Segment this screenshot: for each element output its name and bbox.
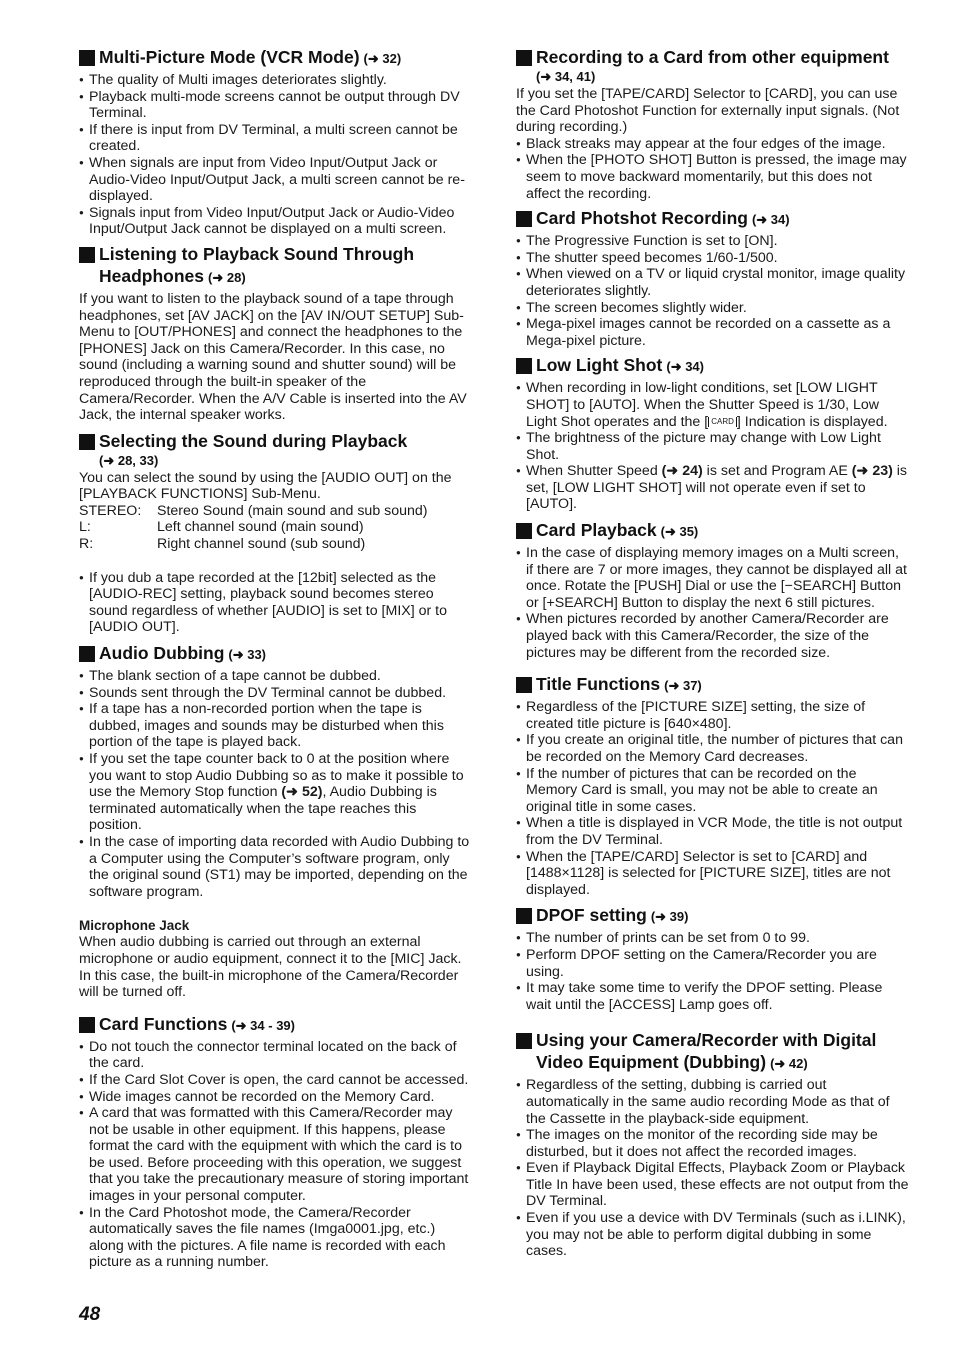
left-column [79, 46, 472, 1271]
page-reference: (➜ 34) [751, 212, 790, 228]
list-item: ● In the case of displaying memory images on a Multi screen, if there are 7 or more images, they cannot be displayed all at once. Rotate the [PUSH] Dial or use the [−SEARCH] Button or [+SEARCH] Button to display the next 6 still pictures. [516, 545, 909, 611]
page-reference: (➜ 28) [208, 269, 246, 285]
list-item: ● The quality of Multi images deteriorates slightly. [79, 72, 472, 89]
list-item: ● The screen becomes slightly wider. [516, 300, 909, 317]
list-item: ● Do not touch the connector terminal located on the back of the card. [79, 1039, 472, 1072]
page-reference: (➜ 35) [660, 524, 699, 540]
bullet-list [516, 233, 909, 349]
page-reference: (➜ 34) [666, 359, 704, 375]
bullet-list [516, 136, 909, 202]
section-dpof-setting [516, 904, 909, 1013]
list-item: ● When signals are input from Video Input/Output Jack or Audio-Video Input/Output Jack, a multi screen cannot be re-displayed. [79, 155, 472, 205]
paragraph: If you set the [TAPE/CARD] Selector to [CARD], you can use the Card Photoshot Function for externally input signals. (Not during recording.) [516, 86, 900, 136]
section-selecting-sound [79, 430, 472, 636]
list-item: ● When the [TAPE/CARD] Selector is set to [CARD] and [1488×1128] is selected for [PICTURE SIZE], titles are not displayed. [516, 849, 909, 899]
section-heading: Title Functions (➜ 37) [516, 673, 909, 697]
page-reference: (➜ 42) [770, 1056, 808, 1072]
list-item: ● Even if you use a device with DV Terminals (such as i.LINK), you may not be able to perform digital dubbing in some cases. [516, 1210, 909, 1260]
bullet-list [516, 699, 909, 898]
list-item: ● It may take some time to verify the DPOF setting. Please wait until the [ACCESS] Lamp goes off. [516, 980, 909, 1013]
list-item: ● The Progressive Function is set to [ON]. [516, 233, 909, 250]
page-reference: (➜ 32) [363, 51, 402, 66]
list-item: ● Even if Playback Digital Effects, Playback Zoom or Playback Title In have been used, these effects are not output from the DV Terminal. [516, 1160, 909, 1210]
list-item: ● The number of prints can be set from 0 to 99. [516, 930, 909, 947]
page-reference: (➜ 34, 41) [536, 69, 596, 84]
list-item: ● Mega-pixel images cannot be recorded on a cassette as a Mega-pixel picture. [516, 316, 909, 349]
bullet-list [79, 668, 472, 900]
section-digital-dubbing [516, 1029, 909, 1260]
heading-square-icon [79, 434, 95, 450]
sound-option-row: STEREO: Stereo Sound (main sound and sub sound) [79, 502, 428, 519]
section-heading: Using your Camera/Recorder with Digital Video Equipment (Dubbing) (➜ 42) [516, 1029, 909, 1075]
heading-square-icon [79, 1017, 95, 1033]
section-headphones [79, 243, 472, 424]
list-item: ● A card that was formatted with this Camera/Recorder may not be usable in other equipment. If this happens, please format the card with the equipment with which the card is to be used. Before proceeding with this operation, we suggest that you take the precautionary measure of storing important images in your personal computer. [79, 1105, 472, 1205]
section-heading: Recording to a Card from other equipment (➜ 34, 41) [516, 46, 909, 86]
section-title-functions [516, 673, 909, 898]
bullet-list [79, 570, 472, 636]
bullet-list [79, 1039, 472, 1271]
bullet-list [516, 545, 909, 661]
list-item: ● The blank section of a tape cannot be dubbed. [79, 668, 472, 685]
list-item: ● The brightness of the picture may change with Low Light Shot. [516, 430, 909, 463]
list-item: ● Signals input from Video Input/Output Jack or Audio-Video Input/Output Jack cannot be displayed on a multi screen. [79, 205, 472, 238]
sound-option-row: L: Left channel sound (main sound) [79, 519, 364, 536]
list-item: ● If a tape has a non-recorded portion when the tape is dubbed, images and sounds may be disturbed when this portion of the tape is played back. [79, 701, 472, 751]
list-item: ● In the Card Photoshot mode, the Camera/Recorder automatically saves the file names (Imga0001.jpg, etc.) along with the pictures. A file name is recorded with each picture as a running number. [79, 1205, 472, 1271]
section-low-light-shot [516, 354, 909, 513]
section-heading: DPOF setting (➜ 39) [516, 904, 909, 928]
list-item: ● If you create an original title, the number of pictures that can be recorded on the Memory Card decreases. [516, 732, 909, 765]
list-item: ● Black streaks may appear at the four edges of the image. [516, 136, 909, 153]
heading-square-icon [516, 908, 532, 924]
paragraph: You can select the sound by using the [AUDIO OUT] on the [PLAYBACK FUNCTIONS] Sub-Menu. [79, 469, 452, 503]
section-card-photshot-recording [516, 207, 909, 349]
section-heading: Card Photshot Recording (➜ 34) [516, 207, 909, 231]
page-reference: (➜ 39) [650, 909, 689, 925]
section-heading: Card Functions (➜ 34 - 39) [79, 1013, 472, 1037]
list-item: ● When pictures recorded by another Camera/Recorder are played back with this Camera/Recorder, the size of the pictures may be different from the recorded size. [516, 611, 909, 661]
list-item: ● When viewed on a TV or liquid crystal monitor, image quality deteriorates slightly. [516, 266, 909, 299]
section-audio-dubbing [79, 642, 472, 1001]
paragraph: If you want to listen to the playback sound of a tape through headphones, set [AV JACK] on the [AV IN/OUT SETUP] Sub-Menu to [OUT/PHONES] and connect the headphones to the [PHONES] Jack on this Camera/Recorder. In this case, no sound (including a warning sound and shutter sound) will be reproduced through the built-in speaker of the Camera/Recorder. When the A/V Cable is inserted into the AV Jack, the internal speaker works. [79, 290, 467, 424]
list-item: ● The images on the monitor of the recording side may be disturbed, but it does not affect the recorded images. [516, 1127, 909, 1160]
list-item: ● If you set the tape counter back to 0 at the position where you want to stop Audio Dubbing so as to make it possible to use the Memory Stop function (➜ 52), Audio Dubbing is terminated automatically when the tape reaches this position. [79, 751, 472, 834]
list-item: ● Perform DPOF setting on the Camera/Recorder you are using. [516, 947, 909, 980]
section-heading: Selecting the Sound during Playback (➜ 28, 33) [79, 430, 472, 470]
page-reference: (➜ 37) [664, 678, 702, 694]
list-item: ● Regardless of the [PICTURE SIZE] setting, the size of created title picture is [640×480]. [516, 699, 909, 732]
heading-square-icon [516, 50, 532, 66]
list-item: ● Regardless of the setting, dubbing is carried out automatically in the same audio recording Mode as that of the Cassette in the playback-side equipment. [516, 1077, 909, 1127]
page-reference: (➜ 33) [228, 647, 267, 663]
list-item: ● When a title is displayed in VCR Mode, the title is not output from the DV Terminal. [516, 815, 909, 848]
section-heading: Multi-Picture Mode (VCR Mode) (➜ 32) [79, 46, 472, 70]
bullet-list [516, 1077, 909, 1260]
section-recording-to-card [516, 46, 909, 202]
heading-square-icon [79, 50, 95, 66]
heading-square-icon [516, 358, 532, 374]
subsection-title: Microphone Jack [79, 918, 190, 934]
list-item: ● Sounds sent through the DV Terminal cannot be dubbed. [79, 685, 472, 702]
sound-option-row: R: Right channel sound (sub sound) [79, 536, 366, 553]
heading-square-icon [79, 247, 95, 263]
section-heading: Audio Dubbing (➜ 33) [79, 642, 472, 666]
list-item: ● When Shutter Speed (➜ 24) is set and Program AE (➜ 23) is set, [LOW LIGHT SHOT] will not operate even if set to [AUTO]. [516, 463, 909, 513]
list-item: ● If you dub a tape recorded at the [12bit] selected as the [AUDIO-REC] setting, playback sound becomes stereo sound regardless of whether [AUDIO] is set to [MIX] or to [AUDIO OUT]. [79, 570, 472, 636]
list-item: ● Wide images cannot be recorded on the Memory Card. [79, 1089, 472, 1106]
heading-square-icon [516, 211, 532, 227]
page-number: 48 [79, 1304, 101, 1325]
bullet-list [516, 380, 909, 513]
section-card-playback [516, 519, 909, 661]
section-heading: Listening to Playback Sound Through Headphones (➜ 28) [79, 243, 472, 289]
list-item: ● If the Card Slot Cover is open, the card cannot be accessed. [79, 1072, 472, 1089]
section-heading: Low Light Shot (➜ 34) [516, 354, 909, 378]
section-heading: Card Playback (➜ 35) [516, 519, 909, 543]
heading-square-icon [516, 1033, 532, 1049]
heading-square-icon [516, 523, 532, 539]
bullet-list [79, 72, 472, 238]
paragraph: When audio dubbing is carried out through an external microphone or audio equipment, connect it to the [MIC] Jack. In this case, the built-in microphone of the Camera/Recorder will be turned off. [79, 934, 462, 1001]
heading-square-icon [516, 677, 532, 693]
list-item: ● If there is input from DV Terminal, a multi screen cannot be created. [79, 122, 472, 155]
list-item: ● When recording in low-light conditions, set [LOW LIGHT SHOT] to [AUTO]. When the Shutter Speed is 1/30, Low Light Shot operates and the [ CARD ] Indication is displayed. [516, 380, 909, 430]
list-item: ● Playback multi-mode screens cannot be output through DV Terminal. [79, 89, 472, 122]
bullet-list [516, 930, 909, 1013]
low-light-card-icon: CARD [708, 417, 737, 427]
list-item: ● If the number of pictures that can be recorded on the Memory Card is small, you may not be able to create an original title in some cases. [516, 766, 909, 816]
list-item: ● In the case of importing data recorded with Audio Dubbing to a Computer using the Computer’s software program, only the original sound (ST1) may be imported, depending on the software program. [79, 834, 472, 900]
section-multi-picture-mode [79, 46, 472, 238]
list-item: ● The shutter speed becomes 1/60-1/500. [516, 250, 909, 267]
list-item: ● When the [PHOTO SHOT] Button is pressed, the image may seem to move backward momentarily, but this does not affect the recording. [516, 152, 909, 202]
page-reference: (➜ 24) [661, 463, 703, 480]
page-reference: (➜ 52) [281, 784, 323, 801]
page-reference: (➜ 28, 33) [99, 452, 159, 468]
page-reference: (➜ 34 - 39) [231, 1017, 295, 1033]
section-card-functions [79, 1013, 472, 1271]
page-reference: (➜ 23) [851, 463, 893, 480]
heading-square-icon [79, 646, 95, 662]
right-column [516, 46, 909, 1260]
